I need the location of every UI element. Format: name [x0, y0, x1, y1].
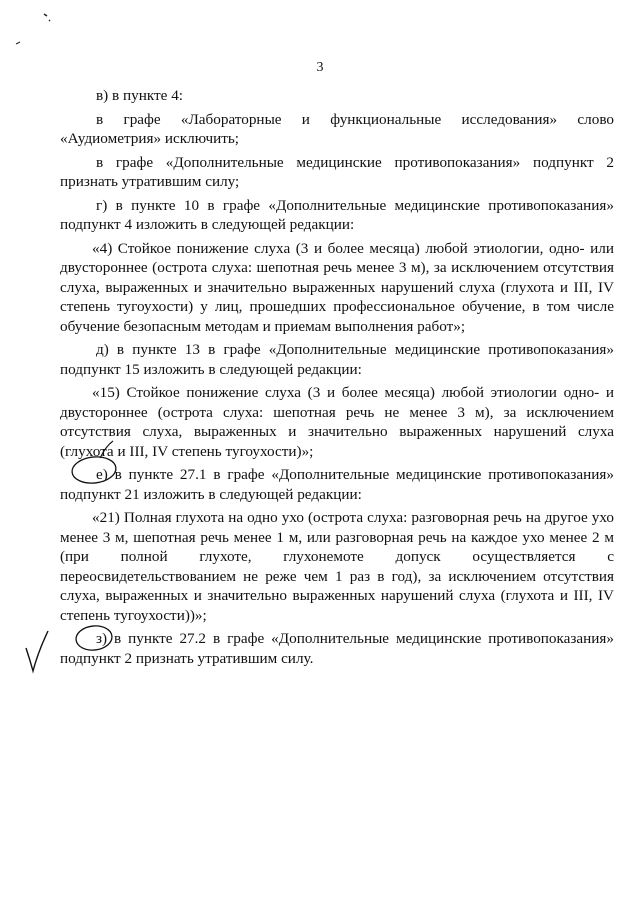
paragraph-z: з) в пункте 27.2 в графе «Дополнительные медицинские противопоказания» подпункт 2 признать утратившим силу. [60, 630, 614, 667]
paragraph-e: е) в пункте 27.1 в графе «Дополнительные медицинские противопоказания» подпункт 21 изложить в следующей редакции: [60, 466, 614, 503]
check-mark [26, 631, 48, 671]
paragraph-g-quote: «4) Стойкое понижение слуха (3 и более месяца) любой этиологии, одно- или двустороннее (острота слуха: шепотная речь менее 3 м), за исключением отсутствия слуха, выраженных и значительно выраженных нарушений слуха (глухота и III, IV степень тугоухости) у лиц, прошедших профессиональное обучение, в том числе обучение безопасным методам и приемам выполнения работ»; [60, 239, 614, 335]
paragraph-d: д) в пункте 13 в графе «Дополнительные медицинские противопоказания» подпункт 15 изложить в следующей редакции: [60, 341, 614, 378]
paragraph-g: г) в пункте 10 в графе «Дополнительные медицинские противопоказания» подпункт 4 изложить в следующей редакции: [60, 196, 614, 233]
corner-speck [44, 14, 50, 21]
paragraph-d-quote: «15) Стойкое понижение слуха (3 и более месяца) любой этиологии одно- и двустороннее (острота слуха: шепотная речь не менее 3 м), за исключением отсутствия слуха, выраженных и значительно выраженных нарушений слуха (глухота и III, IV степень тугоухости)»; [60, 384, 614, 460]
paragraph-v: в) в пункте 4: [96, 87, 184, 104]
paragraph-e-quote: «21) Полная глухота на одно ухо (острота слуха: разговорная речь на другое ухо менее 3 м, шепотная речь менее 1 м, или разговорная речь на каждое ухо менее 2 м (при полной глухоте, глухонемоте допуск осуществляется с переосвидетельствованием не реже чем 1 раз в год), за исключением отсутствия слуха, выраженных и значительно выраженных нарушений слуха (глухота и III, IV степень тугоухости))»; [60, 509, 614, 624]
document-body [60, 86, 614, 672]
paragraph-v-dop: в графе «Дополнительные медицинские противопоказания» подпункт 2 признать утратившим силу; [60, 153, 614, 190]
corner-tick [16, 42, 20, 44]
page-number: 3 [316, 60, 324, 75]
paragraph-v-lab: в графе «Лабораторные и функциональные исследования» слово «Аудиометрия» исключить; [60, 110, 614, 147]
